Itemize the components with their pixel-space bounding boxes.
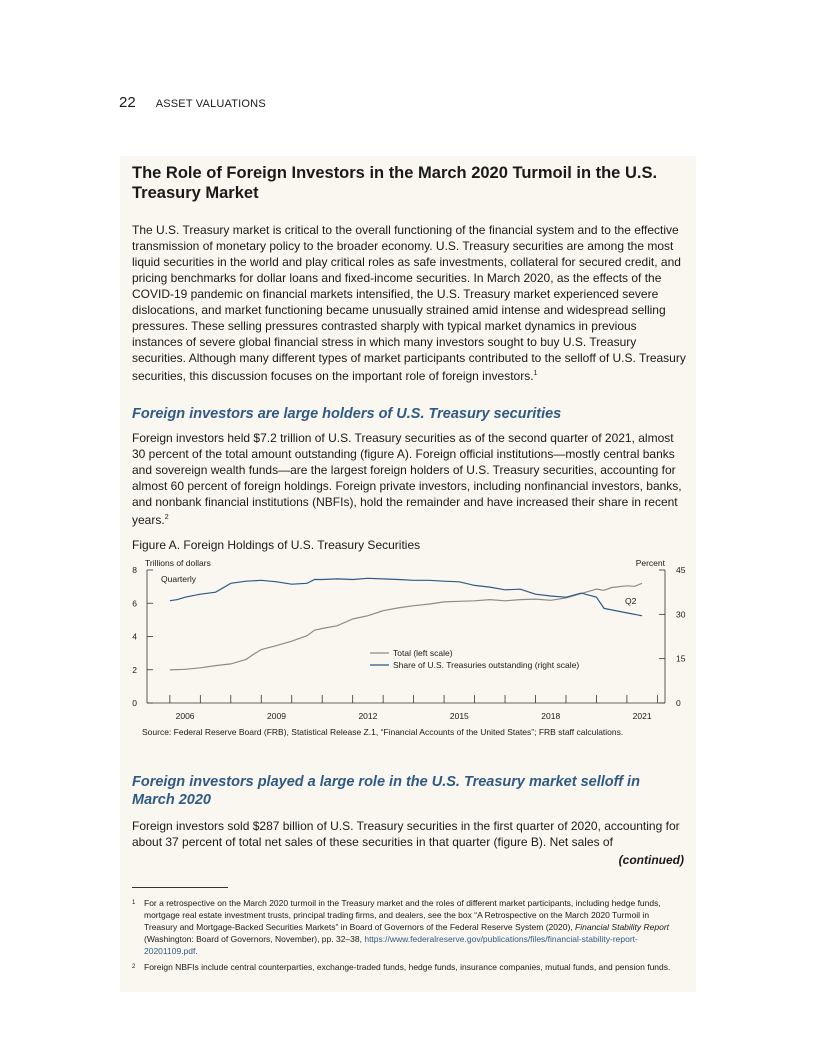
footnote-ref-1: 1 xyxy=(533,370,538,377)
box-title: The Role of Foreign Investors in the March 2020 Turmoil in the U.S. Treasury Market xyxy=(132,164,658,202)
section-heading-selloff: Foreign investors played a large role in the U.S. Treasury market selloff in March 2020 xyxy=(132,774,640,808)
footnote-mark-2: 2 xyxy=(132,964,136,970)
footnote-1-body: For a retrospective on the March 2020 turmoil in the Treasury market and the roles of different market participants, including hedge funds, mortgage real estate investment trusts, principal trading firms, and dealers, see the box “A Retrospective on the March 2020 Turmoil in Treasury and Mortgage-Backed Securities Markets” in Board of Governors of the Federal Reserve System (2020), xyxy=(144,898,661,932)
holders-text: Foreign investors held $7.2 trillion of U.S. Treasury securities as of the second quarter of 2021, almost 30 percent of the total amount outstanding (figure A). Foreign official institutions—mostly central banks and sovereign wealth funds—are the largest foreign holders of U.S. Treasury securities, accounting for almost 60 percent of foreign holdings. Foreign private investors, including nonfinancial investors, banks, and nonbank financial institutions (NBFIs), hold the remainder and have increased their share in recent years. xyxy=(132,431,682,527)
y-right-tick-label: 15 xyxy=(676,653,686,664)
footnote-1-text xyxy=(144,897,672,957)
x-tick-label: 2006 xyxy=(175,711,195,721)
x-tick-label: 2012 xyxy=(358,711,378,721)
y-right-tick-label: 45 xyxy=(676,565,686,575)
footnote-rule xyxy=(132,887,228,888)
page-number: 22 xyxy=(119,94,136,111)
footnote-1-citation: (Washington: Board of Governors, November), pp. 32–38, xyxy=(144,934,362,944)
x-tick-label: 2015 xyxy=(449,711,469,721)
footnote-1-end: . xyxy=(195,946,198,956)
x-tick-label: 2018 xyxy=(541,711,561,721)
x-tick-label: 2021 xyxy=(632,711,652,721)
last-observation-label: Q2 xyxy=(625,596,637,606)
footnote-2-text: Foreign NBFIs include central counterparties, exchange-traded funds, hedge funds, insurance companies, mutual funds, and pension funds. xyxy=(144,962,671,972)
y-left-tick-label: 8 xyxy=(132,565,137,575)
footnote-mark-1: 1 xyxy=(132,900,136,906)
y-left-tick-label: 0 xyxy=(132,698,137,708)
continued-label: (continued) xyxy=(618,853,684,867)
figure-source: Source: Federal Reserve Board (FRB), Statistical Release Z.1, “Financial Accounts of the United States”; FRB staff calculations. xyxy=(142,727,624,737)
y-left-tick-label: 4 xyxy=(132,631,137,642)
y-right-tick-label: 30 xyxy=(676,609,686,620)
footnote-1 xyxy=(132,897,672,957)
footnote-2 xyxy=(132,961,672,973)
legend-label-share: Share of U.S. Treasuries outstanding (right scale) xyxy=(393,660,580,670)
legend-label-total: Total (left scale) xyxy=(393,648,453,658)
figure-title: Figure A. Foreign Holdings of U.S. Treasury Securities xyxy=(132,538,421,552)
selloff-paragraph: Foreign investors sold $287 billion of U.S. Treasury securities in the first quarter of 2020, accounting for about 37 percent of total net sales of these securities in that quarter (figure B). Net sales of xyxy=(132,819,680,849)
running-header xyxy=(119,94,266,111)
footnote-1-link[interactable]: https://www.federalreserve.gov/publications/files/financial-stability-report-20201109.pdf xyxy=(144,934,638,956)
footnote-ref-2: 2 xyxy=(164,514,169,521)
section-name: ASSET VALUATIONS xyxy=(155,98,266,110)
frequency-label: Quarterly xyxy=(161,574,196,584)
footnote-1-publication: Financial Stability Report xyxy=(575,922,670,932)
intro-paragraph xyxy=(132,222,688,384)
y-left-tick-label: 2 xyxy=(132,664,137,675)
y-right-tick-label: 0 xyxy=(676,698,681,708)
intro-text: The U.S. Treasury market is critical to the overall functioning of the financial system and to the effective transmission of monetary policy to the broader economy. U.S. Treasury securities are among the most liquid securities in the world and play critical roles as safe investments, collateral for secured credit, and pricing benchmarks for dollar loans and fixed-income securities. In March 2020, as the effects of the COVID-19 pandemic on financial markets intensified, the U.S. Treasury market experienced severe dislocations, and market functioning became unusually strained amid intense and widespread selling pressures. These selling pressures contrasted sharply with typical market dynamics in previous instances of severe global financial stress in which many investors sought to buy U.S. Treasury securities. Although many different types of market participants contributed to the selloff of U.S. Treasury securities, this discussion focuses on the important role of foreign investors. xyxy=(132,223,686,383)
section-heading-holders: Foreign investors are large holders of U.S. Treasury securities xyxy=(132,406,562,422)
left-axis-label: Trillions of dollars xyxy=(145,558,211,568)
right-axis-label: Percent xyxy=(635,558,665,568)
y-left-tick-label: 6 xyxy=(132,598,137,609)
holders-paragraph xyxy=(132,430,688,528)
x-tick-label: 2009 xyxy=(267,711,286,721)
